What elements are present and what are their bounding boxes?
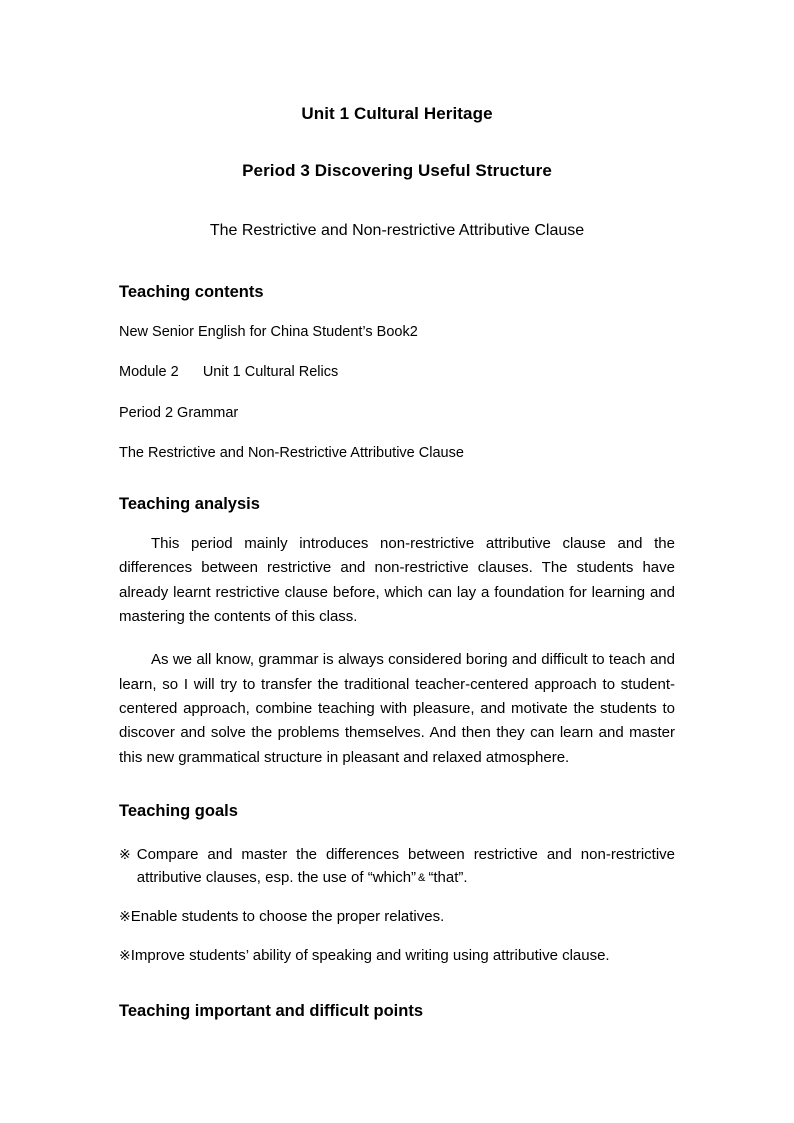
reference-mark-icon: ※	[119, 845, 131, 862]
heading-teaching-points: Teaching important and difficult points	[119, 1001, 424, 1020]
goal-list-item	[119, 843, 675, 890]
reference-mark-icon: ※	[119, 908, 131, 925]
list-item: Period 2 Grammar	[119, 404, 239, 421]
paragraph: As we all know, grammar is always considered boring and difficult to teach and learn, so I will try to transfer the traditional teacher-centered approach to student-centered approach, combine teaching with pleasure, and motivate the students to discover and solve the problems themselves. And then they can learn and master this new grammatical structure in pleasant and relaxed atmosphere.	[119, 651, 675, 766]
goal-text-after: “that”.	[428, 868, 468, 886]
heading-teaching-contents: Teaching contents	[119, 282, 264, 301]
list-item: Module 2 Unit 1 Cultural Relics	[119, 364, 339, 381]
document-title-period: Period 3 Discovering Useful Structure	[242, 161, 552, 181]
ampersand-symbol: &	[418, 871, 426, 884]
teaching-goals-list	[119, 843, 675, 968]
goal-item-text: Enable students to choose the proper relatives.	[130, 908, 445, 926]
document-title-main: Unit 1 Cultural Heritage	[301, 104, 493, 123]
list-item: The Restrictive and Non-Restrictive Attributive Clause	[119, 444, 464, 461]
goal-list-item	[119, 905, 675, 928]
heading-teaching-analysis: Teaching analysis	[119, 495, 260, 514]
paragraph: This period mainly introduces non-restrictive attributive clause and the differences between restrictive and non-restrictive clauses. The students have already learnt restrictive clause before, which can lay a foundation for learning and mastering the contents of this class.	[119, 535, 675, 626]
teaching-contents-list	[119, 324, 675, 463]
list-item: New Senior English for China Student’s Book2	[119, 323, 418, 340]
reference-mark-icon: ※	[119, 947, 131, 964]
heading-teaching-goals: Teaching goals	[119, 801, 238, 820]
goal-item-text	[137, 843, 675, 890]
goal-item-text: Improve students’ ability of speaking and writing using attributive clause.	[130, 947, 610, 965]
document-subtitle: The Restrictive and Non-restrictive Attributive Clause	[209, 221, 585, 239]
goal-list-item	[119, 944, 675, 967]
document-body	[119, 0, 675, 1021]
goal-text-before: Compare and master the differences between restrictive and non-restrictive attributive clauses, esp. the use of “which”	[136, 845, 675, 886]
